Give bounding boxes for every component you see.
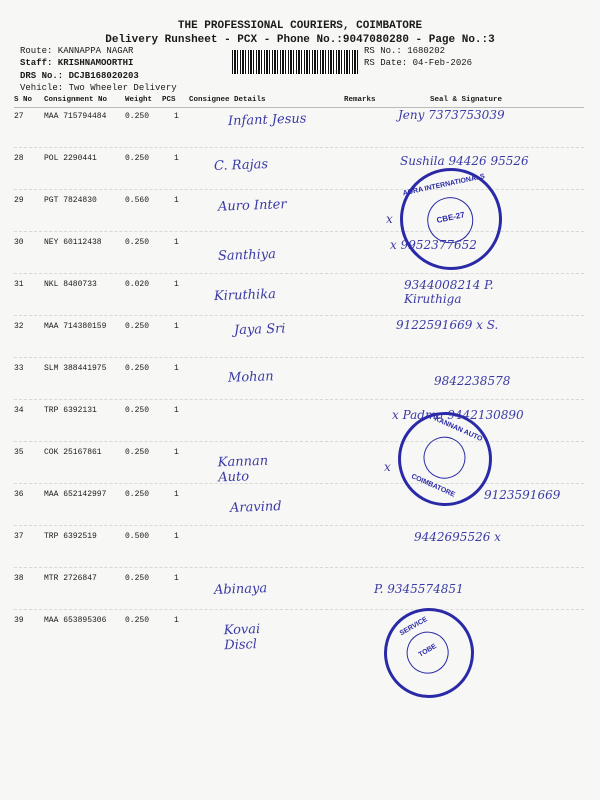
runsheet-subtitle: Delivery Runsheet - PCX - Phone No.:9047080280 - Page No.:3	[105, 34, 495, 46]
table-row	[14, 570, 584, 610]
consignee-handwriting: Santhiya	[217, 246, 277, 265]
row-pcs: 1	[174, 280, 179, 289]
consignee-handwriting: Abinaya	[213, 581, 268, 598]
row-consignment: MTR 2726847	[44, 574, 97, 583]
row-sno: 37	[14, 532, 24, 541]
table-row	[14, 486, 584, 526]
row-consignment: POL 2290441	[44, 154, 97, 163]
signature-handwriting: x	[384, 460, 391, 474]
row-consignment: NEY 60112438	[44, 238, 102, 247]
row-sno: 38	[14, 574, 24, 583]
route-label: Route: KANNAPPA NAGAR	[20, 46, 134, 56]
consignee-handwriting: Auro Inter	[217, 197, 287, 215]
row-weight: 0.250	[125, 490, 150, 499]
row-pcs: 1	[174, 448, 179, 457]
row-consignment: MAA 715794484	[44, 112, 107, 121]
row-weight: 0.250	[125, 238, 150, 247]
table-row	[14, 234, 584, 274]
row-weight: 0.560	[125, 196, 150, 205]
col-consignee: Consignee Details	[189, 96, 266, 104]
company-title: THE PROFESSIONAL COURIERS, COIMBATORE	[177, 20, 423, 32]
signature-handwriting: x Padma 9442130890	[392, 408, 524, 422]
row-consignment: TRP 6392131	[44, 406, 97, 415]
consignee-handwriting: Infant Jesus	[227, 111, 307, 130]
signature-handwriting: 9122591669 x S.	[396, 318, 499, 332]
row-sno: 34	[14, 406, 24, 415]
row-weight: 0.500	[125, 532, 150, 541]
row-sno: 35	[14, 448, 24, 457]
col-sno: S No	[14, 96, 33, 104]
row-consignment: COK 25167861	[44, 448, 102, 457]
rs-number: RS No.: 1680202	[364, 46, 446, 56]
row-weight: 0.250	[125, 154, 150, 163]
row-sno: 27	[14, 112, 24, 121]
col-remarks: Remarks	[344, 96, 376, 104]
signature-handwriting: x 9952377652	[390, 238, 477, 252]
signature-handwriting: 9344008214 P. Kiruthiga	[404, 278, 494, 306]
table-row	[14, 318, 584, 358]
row-pcs: 1	[174, 364, 179, 373]
stamp-text: KANNAN AUTO	[433, 415, 484, 444]
vehicle-label: Vehicle: Two Wheeler Delivery	[20, 83, 177, 93]
row-weight: 0.250	[125, 406, 150, 415]
row-weight: 0.250	[125, 322, 150, 331]
consignee-handwriting: Kovai Discl	[223, 621, 261, 654]
staff-label: Staff: KRISHNAMOORTHI	[20, 58, 134, 68]
row-pcs: 1	[174, 406, 179, 415]
row-consignment: MAA 714380159	[44, 322, 107, 331]
row-consignment: NKL 8480733	[44, 280, 97, 289]
row-sno: 31	[14, 280, 24, 289]
row-weight: 0.250	[125, 574, 150, 583]
row-pcs: 1	[174, 112, 179, 121]
row-weight: 0.020	[125, 280, 150, 289]
row-pcs: 1	[174, 574, 179, 583]
stamp-bottom-text: COIMBATORE	[410, 473, 456, 499]
row-pcs: 1	[174, 532, 179, 541]
table-row	[14, 444, 584, 484]
row-consignment: PGT 7824830	[44, 196, 97, 205]
signature-handwriting: P. 9345574851	[374, 582, 464, 596]
row-sno: 30	[14, 238, 24, 247]
row-consignment: SLM 388441975	[44, 364, 107, 373]
col-consignment: Consignment No	[44, 96, 108, 104]
signature-handwriting: 9123591669	[484, 488, 561, 502]
row-consignment: TRP 6392519	[44, 532, 97, 541]
row-sno: 28	[14, 154, 24, 163]
row-weight: 0.250	[125, 112, 150, 121]
table-row	[14, 276, 584, 316]
row-consignment: MAA 652142997	[44, 490, 107, 499]
signature-handwriting: Sushila 94426 95526	[400, 154, 529, 168]
col-pcs: PCS	[162, 96, 176, 104]
row-weight: 0.250	[125, 364, 150, 373]
row-sno: 39	[14, 616, 24, 625]
barcode	[232, 50, 358, 74]
consignee-handwriting: Aravind	[229, 499, 282, 516]
signature-handwriting: 9442695526 x	[414, 530, 501, 544]
drs-label: DRS No.: DCJB168020203	[20, 71, 139, 81]
row-pcs: 1	[174, 154, 179, 163]
row-weight: 0.250	[125, 448, 150, 457]
stamp-text: AORA INTERNATIONALS	[402, 173, 486, 198]
row-pcs: 1	[174, 490, 179, 499]
consignee-handwriting: Kiruthika	[213, 286, 277, 305]
col-weight: Weight	[125, 96, 153, 104]
table-row	[14, 360, 584, 400]
row-pcs: 1	[174, 616, 179, 625]
stamp-center-text: TOBE	[417, 642, 438, 659]
signature-handwriting: 9842238578	[434, 374, 511, 388]
row-pcs: 1	[174, 238, 179, 247]
rs-date: RS Date: 04-Feb-2026	[364, 58, 473, 68]
row-sno: 33	[14, 364, 24, 373]
signature-handwriting: x	[386, 212, 393, 226]
table-row	[14, 402, 584, 442]
signature-handwriting: Jeny 7373753039	[398, 108, 505, 122]
row-pcs: 1	[174, 322, 179, 331]
row-sno: 32	[14, 322, 24, 331]
row-consignment: MAA 653895306	[44, 616, 107, 625]
row-weight: 0.250	[125, 616, 150, 625]
stamp-center-text: CBE-27	[435, 210, 466, 225]
table-row	[14, 108, 584, 148]
table-row	[14, 150, 584, 190]
stamp-text: SERVICE	[398, 615, 429, 638]
row-pcs: 1	[174, 196, 179, 205]
row-sno: 29	[14, 196, 24, 205]
consignee-handwriting: C. Rajas	[213, 157, 269, 174]
consignee-handwriting: Jaya Sri	[233, 321, 286, 339]
col-seal: Seal & Signature	[430, 96, 503, 104]
consignee-handwriting: Mohan	[227, 369, 274, 386]
consignee-handwriting: Kannan Auto	[217, 453, 269, 486]
table-row	[14, 612, 584, 652]
table-row	[14, 528, 584, 568]
row-sno: 36	[14, 490, 24, 499]
